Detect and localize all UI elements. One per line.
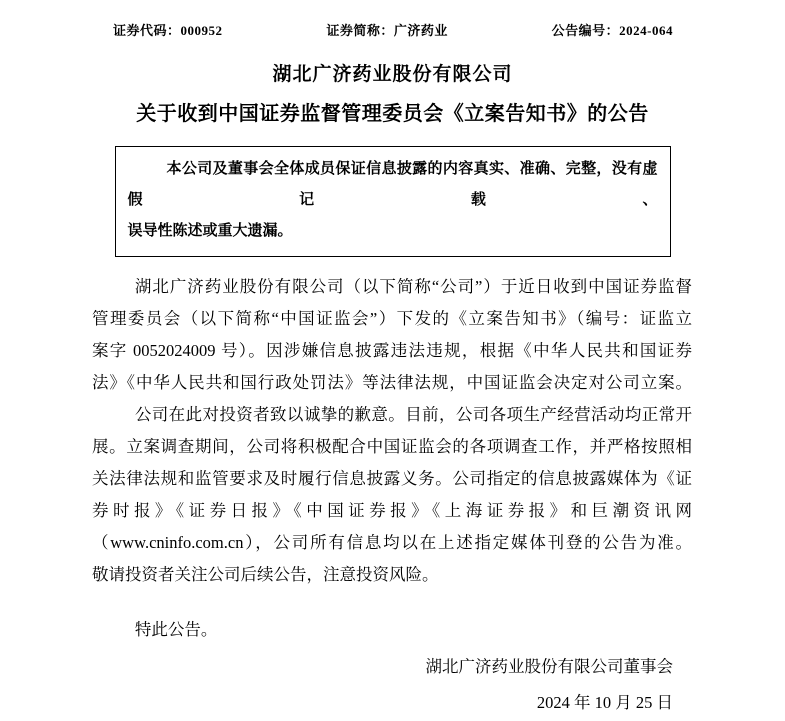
paragraph2-line: 公司在此对投资者致以诚挚的歉意。目前，公司各项生产经营活动均正常开: [134, 405, 692, 424]
announcement-document: [0, 20, 785, 712]
signature: 湖北广济药业股份有限公司董事会: [425, 657, 673, 676]
paragraph2-line: 展。立案调查期间，公司将积极配合中国证监会的各项调查工作，并严格按照相: [92, 437, 692, 456]
paragraph2-line: （www.cninfo.com.cn），公司所有信息均以在上述指定媒体刊登的公告为准。: [92, 533, 692, 552]
stock-code: 证券代码：000952: [113, 23, 223, 38]
paragraph1-line: 法》《中华人民共和国行政处罚法》等法律法规，中国证监会决定对公司立案。: [92, 373, 692, 392]
company-title: 湖北广济药业股份有限公司: [272, 64, 513, 85]
announcement-number: 公告编号：2024-064: [551, 23, 673, 38]
announcement-title: 关于收到中国证券监督管理委员会《立案告知书》的公告: [136, 103, 649, 125]
paragraph2-line: 关法律法规和监管要求及时履行信息披露义务。公司指定的信息披露媒体为《证: [92, 469, 692, 488]
paragraph2-line: 敬请投资者关注公司后续公告，注意投资风险。: [92, 565, 439, 584]
closing-note: 特此公告。: [134, 620, 218, 639]
statement-line: 本公司及董事会全体成员保证信息披露的内容真实、准确、完整，没有虚假记载、: [127, 161, 658, 208]
statement-line: 误导性陈述或重大遗漏。: [127, 223, 293, 239]
paragraph1-line: 湖北广济药业股份有限公司（以下简称“公司”）于近日收到中国证券监督: [134, 277, 692, 296]
statement-box: [115, 146, 671, 257]
closing-block: [92, 649, 673, 721]
document-header: [113, 20, 673, 39]
paragraph1-line: 管理委员会（以下简称“中国证监会”）下发的《立案告知书》（编号：证监立: [92, 309, 692, 328]
document-body: [92, 271, 692, 646]
paragraph2-line: 券时报》《证券日报》《中国证券报》《上海证券报》和巨潮资讯网: [92, 501, 692, 520]
stock-name: 证券简称：广济药业: [326, 23, 448, 38]
paragraph1-line: 案字 0052024009 号）。因涉嫌信息披露违法违规，根据《中华人民共和国证券: [92, 341, 692, 360]
date: 2024 年 10 月 25 日: [536, 693, 673, 712]
